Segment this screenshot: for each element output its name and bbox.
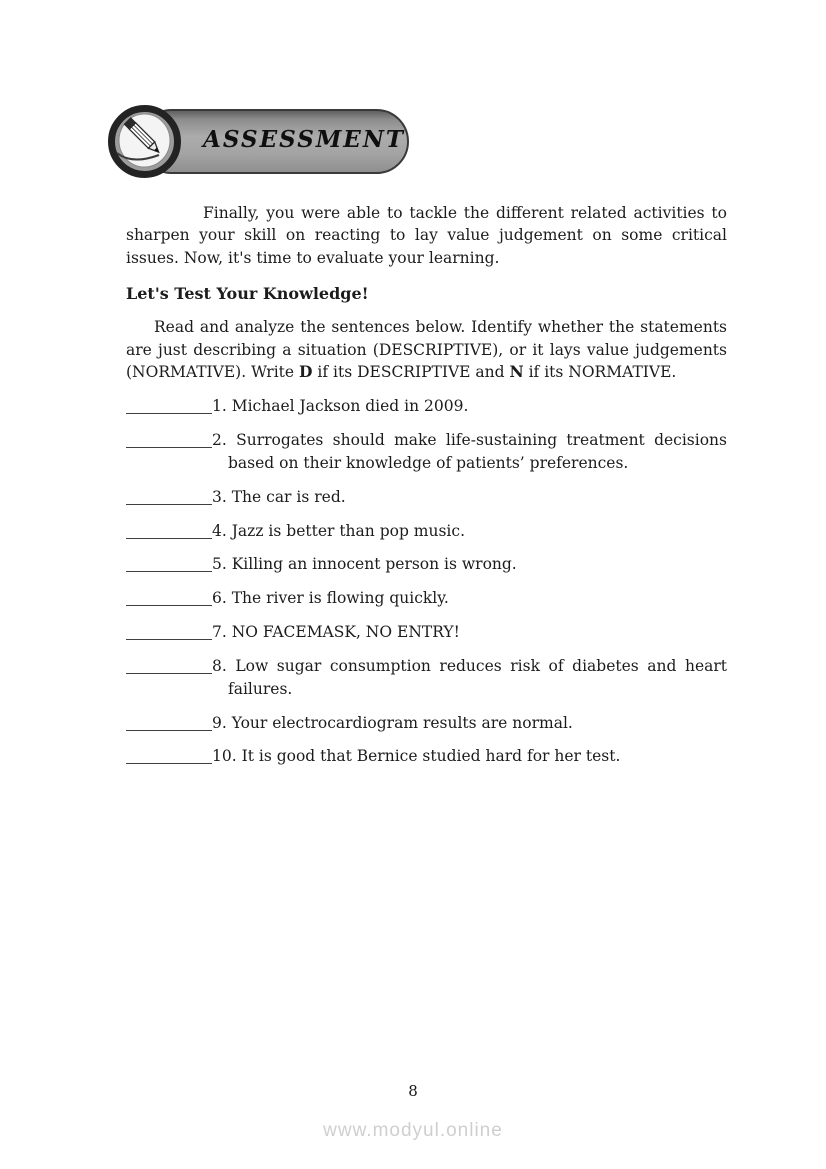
answer-blank-7[interactable]: [126, 625, 212, 640]
answer-blank-1[interactable]: [126, 399, 212, 414]
answer-blank-5[interactable]: [126, 557, 212, 572]
assessment-banner: [105, 102, 411, 182]
quiz-list: [126, 395, 727, 767]
intro-paragraph: Finally, you were able to tackle the different related activities to sharpen your skill on reacting to lay value judgement on some critical issues. Now, it's time to evaluate your learning.: [126, 204, 727, 267]
instructions-paragraph: [126, 316, 727, 383]
page-content: [126, 197, 727, 779]
question-text-10: 10. It is good that Bernice studied hard for her test.: [212, 747, 621, 766]
quiz-item-6: [212, 587, 727, 609]
pencil-icon: [105, 102, 184, 181]
quiz-item-7: [212, 621, 727, 643]
question-text-4: 4. Jazz is better than pop music.: [212, 521, 465, 540]
page-number: 8: [408, 1082, 418, 1100]
watermark-text: www.modyul.online: [323, 1120, 503, 1141]
answer-blank-6[interactable]: [126, 591, 212, 606]
answer-blank-2[interactable]: [126, 433, 212, 448]
question-text-6: 6. The river is flowing quickly.: [212, 589, 449, 608]
instructions-text-2: if its DESCRIPTIVE and: [312, 363, 510, 382]
quiz-item-8: [212, 655, 727, 700]
quiz-item-4: [212, 520, 727, 542]
instructions-text-3: if its NORMATIVE.: [523, 363, 677, 382]
question-text-5: 5. Killing an innocent person is wrong.: [212, 555, 517, 574]
question-text-1: 1. Michael Jackson died in 2009.: [212, 397, 469, 416]
answer-blank-9[interactable]: [126, 716, 212, 731]
answer-blank-4[interactable]: [126, 524, 212, 539]
banner-title: ASSESSMENT: [203, 126, 405, 153]
quiz-item-5: [212, 553, 727, 575]
instructions-text-1: Read and analyze the sentences below. Identify whether the statements are just describing a situation (DESCRIPTIVE), or it lays value judgements (NORMATIVE). Write: [126, 318, 727, 382]
question-text-2: 2. Surrogates should make life-sustaining treatment decisions based on their knowledge of patients’ preferences.: [212, 431, 727, 472]
letter-d-bold: D: [299, 362, 313, 382]
answer-blank-8[interactable]: [126, 659, 212, 674]
answer-blank-10[interactable]: [126, 749, 212, 764]
question-text-3: 3. The car is red.: [212, 487, 346, 506]
question-text-7: 7. NO FACEMASK, NO ENTRY!: [212, 623, 460, 642]
letter-n-bold: N: [509, 362, 524, 382]
quiz-item-9: [212, 712, 727, 734]
question-text-9: 9. Your electrocardiogram results are normal.: [212, 713, 573, 732]
quiz-item-3: [212, 486, 727, 508]
answer-blank-3[interactable]: [126, 490, 212, 505]
quiz-item-2: [212, 429, 727, 474]
quiz-item-1: [212, 395, 727, 417]
quiz-item-10: [212, 745, 727, 767]
section-heading: Let's Test Your Knowledge!: [126, 284, 369, 304]
question-text-8: 8. Low sugar consumption reduces risk of diabetes and heart failures.: [212, 657, 727, 698]
